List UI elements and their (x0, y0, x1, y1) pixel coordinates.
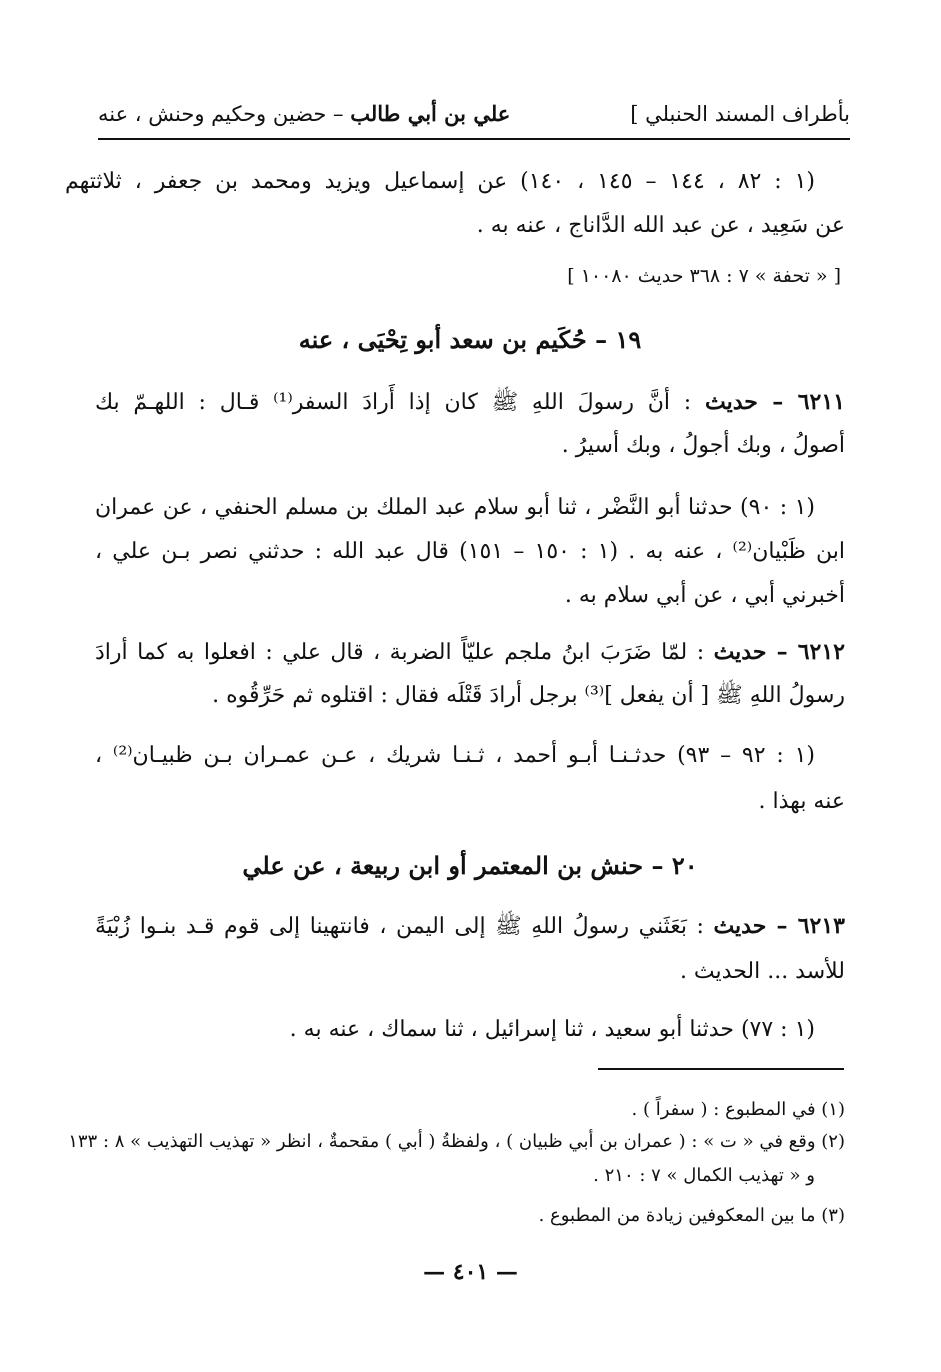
hadith-number: ٦٢١٣ – حديث (713, 913, 845, 939)
section-heading-19: ١٩ – حُكَيم بن سعد أبو تِحْيَى ، عنه (298, 325, 642, 354)
footnote: (٢) وقع في « ت » : ( عمران بن أبي ظبيان ) ، ولفظةُ ( أبي ) مقحمةٌ ، انظر « تهذيب التهذيب » ٨ : ١٣٣ (68, 1131, 845, 1152)
isnad-line: ابن ظَبْيان⁽²⁾ ، عنه به . (١ : ١٥٠ – ١٥١) قال عبد الله : حدثني نصر بـن علي ، (95, 539, 845, 564)
isnad-line: عنه بهذا . (758, 789, 845, 814)
footnote: (١) في المطبوع : ( سفراً ) . (631, 1099, 845, 1120)
hadith-text: : أنَّ رسولَ اللهِ ﷺ كان إذا أَرادَ السفر⁽¹⁾ قـال : اللهـمّ بك (95, 390, 705, 415)
text-line: (١ : ٨٢ ، ١٤٤ – ١٤٥ ، ١٤٠) عن إسماعيل ويزيد ومحمد بن جعفر ، ثلاثتهم (65, 169, 815, 194)
hadith-6212-line1 (95, 632, 845, 672)
header-book-title: بأطراف المسند الحنبلي ] (630, 102, 850, 126)
running-header (98, 98, 850, 130)
page-number: — ٤٠١ — (423, 1259, 518, 1285)
tuhfa-reference: [ « تحفة » ٧ : ٣٦٨ حديث ١٠٠٨٠ ] (567, 265, 841, 287)
footnote: (٣) ما بين المعكوفين زيادة من المطبوع . (538, 1205, 845, 1226)
isnad-line: (١ : ٧٧) حدثنا أبو سعيد ، ثنا إسرائيل ، ثنا سماك ، عنه به . (289, 1017, 815, 1042)
hadith-6212-line2: رسولُ اللهِ ﷺ [ أن يفعل ]⁽³⁾ برجل أرادَ قَتْلَه فقال : اقتلوه ثم حَرِّقُوه . (212, 683, 845, 708)
hadith-6213-line1 (95, 906, 845, 946)
hadith-number: ٦٢١١ – حديث (704, 389, 845, 415)
hadith-6211-line1 (95, 382, 845, 422)
footnote-rule (598, 1068, 844, 1070)
hadith-text: : لمّا ضَرَبَ ابنُ ملجم عليّاً الضربة ، قال علي : افعلوا به كما أرادَ (95, 640, 714, 665)
hadith-number: ٦٢١٢ – حديث (713, 639, 845, 665)
isnad-line: (١ : ٩٢ – ٩٣) حدثـنـا أبـو أحمد ، ثـنـا شريك ، عـن عمـران بـن ظبيـان⁽²⁾ ، (95, 743, 815, 768)
hadith-6211-line2: أصولُ ، وبك أجولُ ، وبك أسيرُ . (561, 433, 845, 458)
hadith-text: : بَعَثَني رسولُ اللهِ ﷺ إلى اليمن ، فانتهينا إلى قوم قـد بنـوا زُبْيَةً (95, 914, 714, 939)
footnote: و « تهذيب الكمال » ٧ : ٢١٠ . (593, 1165, 815, 1186)
header-rule (98, 138, 850, 140)
text-line: عن سَعِيد ، عن عبد الله الدَّاناج ، عنه به . (476, 213, 845, 238)
isnad-line: أخبرني أبي ، عن أبي سلام به . (564, 583, 845, 608)
isnad-line: (١ : ٩٠) حدثنا أبو النَّضْر ، ثنا أبو سلام عبد الملك بن مسلم الحنفي ، عن عمران (95, 495, 815, 520)
header-section-bold: علي بن أبي طالب (350, 101, 511, 126)
header-section-rest: – حضين وحكيم وحنش ، عنه (98, 102, 351, 126)
hadith-6213-line2: للأسد ... الحديث . (679, 959, 845, 984)
header-section-title (98, 98, 510, 130)
section-heading-20: ٢٠ – حنش بن المعتمر أو ابن ربيعة ، عن علي (242, 851, 698, 880)
